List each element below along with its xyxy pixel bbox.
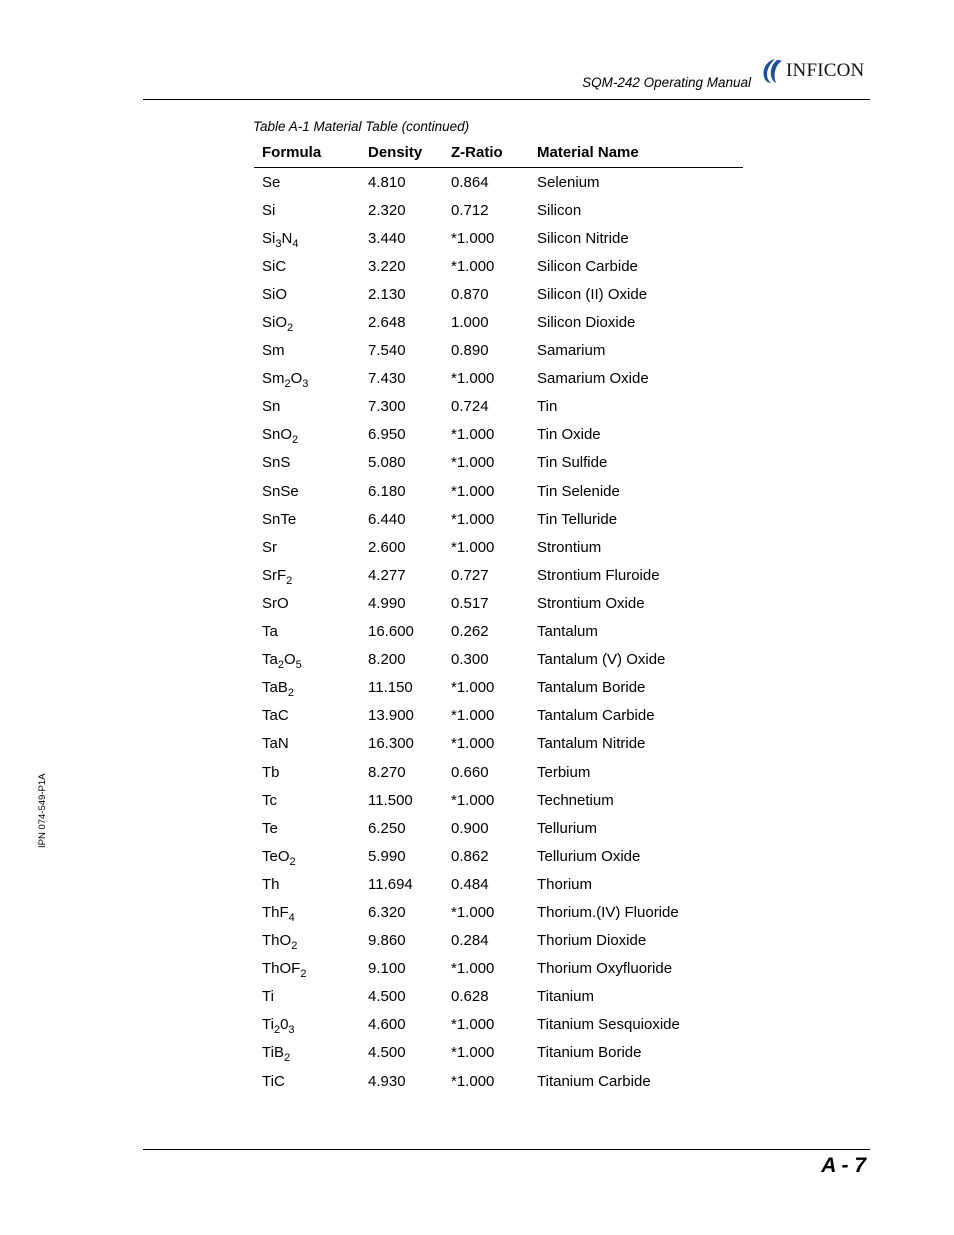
cell-z-ratio: 0.628 (451, 988, 489, 1006)
ipn-side-label: IPN 074-549-P1A (37, 773, 48, 848)
formula-element: TiC (262, 1072, 285, 1090)
table-row (254, 533, 743, 561)
cell-material-name: Tantalum Nitride (537, 735, 646, 753)
formula-element: SiO (262, 314, 288, 332)
cell-formula (254, 983, 360, 1011)
formula-element: ThO (262, 932, 292, 950)
cell-material-name: Technetium (537, 791, 614, 809)
cell-density: 4.600 (368, 1016, 406, 1034)
formula-element: SiC (262, 257, 287, 275)
formula-element: ThOF (262, 960, 301, 978)
cell-material-name: Tellurium Oxide (537, 847, 641, 865)
cell-material-name: Tin Sulfide (537, 454, 608, 472)
cell-density: 8.270 (368, 763, 406, 781)
cell-material-name: Tantalum Boride (537, 679, 646, 697)
formula-element: SiO (262, 285, 288, 303)
cell-formula (254, 814, 360, 842)
formula-subscript: 3 (302, 378, 309, 391)
cell-z-ratio: *1.000 (451, 426, 495, 444)
cell-density: 2.648 (368, 314, 406, 332)
formula-element: Tb (262, 763, 280, 781)
formula-element: SnTe (262, 510, 297, 528)
cell-material-name: Thorium.(IV) Fluoride (537, 903, 679, 921)
formula-subscript: 2 (284, 378, 291, 391)
formula-subscript: 2 (277, 659, 284, 672)
cell-formula (254, 1067, 360, 1095)
formula-element: Si (262, 201, 276, 219)
cell-material-name: Silicon Nitride (537, 229, 629, 247)
cell-formula (254, 870, 360, 898)
table-row (254, 814, 743, 842)
footer-rule (143, 1149, 870, 1150)
formula-element: TiB (262, 1044, 284, 1062)
cell-z-ratio: *1.000 (451, 1072, 495, 1090)
cell-z-ratio: *1.000 (451, 735, 495, 753)
cell-material-name: Titanium (537, 988, 594, 1006)
formula-element: Se (262, 173, 281, 191)
cell-z-ratio: *1.000 (451, 1044, 495, 1062)
cell-formula (254, 365, 360, 393)
cell-z-ratio: 0.284 (451, 932, 489, 950)
formula-element: N (281, 229, 293, 247)
cell-material-name: Tantalum (V) Oxide (537, 651, 666, 669)
cell-z-ratio: *1.000 (451, 1016, 495, 1034)
formula-subscript: 2 (289, 855, 296, 868)
cell-formula (254, 702, 360, 730)
table-row (254, 365, 743, 393)
formula-element: O (283, 651, 296, 669)
formula-element: SnS (262, 454, 291, 472)
formula-subscript: 4 (288, 911, 295, 924)
cell-formula (254, 1011, 360, 1039)
cell-formula (254, 252, 360, 280)
cell-density: 7.430 (368, 370, 406, 388)
cell-material-name: Selenium (537, 173, 600, 191)
table-row (254, 983, 743, 1011)
formula-subscript: 4 (292, 237, 299, 250)
cell-density: 3.220 (368, 257, 406, 275)
cell-density: 9.100 (368, 960, 406, 978)
table-row (254, 1067, 743, 1095)
table-body (254, 168, 743, 1096)
cell-material-name: Tellurium (537, 819, 598, 837)
logo-wordmark: INFICON (786, 60, 865, 81)
table-caption: Table A-1 Material Table (continued) (253, 119, 470, 134)
cell-density: 6.250 (368, 819, 406, 837)
cell-z-ratio: 0.262 (451, 623, 489, 641)
formula-element: TaC (262, 707, 289, 725)
formula-element: SnSe (262, 482, 299, 500)
cell-z-ratio: 0.484 (451, 875, 489, 893)
cell-z-ratio: *1.000 (451, 229, 495, 247)
cell-material-name: Samarium Oxide (537, 370, 649, 388)
table-row (254, 252, 743, 280)
cell-material-name: Tin Selenide (537, 482, 620, 500)
table-row (254, 927, 743, 955)
cell-density: 2.130 (368, 285, 406, 303)
cell-formula (254, 168, 360, 197)
cell-z-ratio: *1.000 (451, 510, 495, 528)
cell-material-name: Tin Telluride (537, 510, 618, 528)
header-rule (143, 99, 870, 100)
formula-element: Sm (262, 342, 285, 360)
cell-density: 6.950 (368, 426, 406, 444)
cell-formula (254, 505, 360, 533)
cell-formula (254, 955, 360, 983)
cell-formula (254, 898, 360, 926)
formula-element: Ta (262, 651, 278, 669)
cell-z-ratio: 0.727 (451, 566, 489, 584)
cell-material-name: Strontium Oxide (537, 594, 645, 612)
column-header-density: Density (360, 138, 443, 168)
formula-subscript: 2 (273, 1024, 281, 1037)
formula-subscript: 3 (275, 237, 282, 250)
cell-formula (254, 786, 360, 814)
formula-subscript: 2 (287, 322, 294, 335)
cell-material-name: Thorium Dioxide (537, 932, 647, 950)
table-row (254, 870, 743, 898)
cell-density: 4.930 (368, 1072, 406, 1090)
cell-formula (254, 1039, 360, 1067)
page-number: A - 7 (821, 1154, 866, 1177)
cell-density: 4.277 (368, 566, 406, 584)
cell-material-name: Samarium (537, 342, 606, 360)
cell-z-ratio: *1.000 (451, 454, 495, 472)
cell-density: 13.900 (368, 707, 414, 725)
table-row (254, 421, 743, 449)
cell-formula (254, 842, 360, 870)
cell-formula (254, 730, 360, 758)
cell-z-ratio: 0.660 (451, 763, 489, 781)
formula-element: SrO (262, 594, 289, 612)
formula-subscript: 3 (288, 1024, 295, 1037)
cell-density: 2.600 (368, 538, 406, 556)
cell-density: 11.500 (368, 791, 413, 809)
cell-z-ratio: 0.890 (451, 342, 489, 360)
table-row (254, 1039, 743, 1067)
cell-z-ratio: *1.000 (451, 960, 495, 978)
cell-z-ratio: *1.000 (451, 257, 495, 275)
cell-formula (254, 280, 360, 308)
cell-formula (254, 589, 360, 617)
formula-element: Ta (262, 623, 278, 641)
formula-element: Th (262, 875, 280, 893)
formula-subscript: 2 (286, 574, 293, 587)
table-row (254, 786, 743, 814)
cell-z-ratio: 0.300 (451, 651, 489, 669)
cell-material-name: Silicon (II) Oxide (537, 285, 648, 303)
cell-z-ratio: 0.864 (451, 173, 489, 191)
table-header-row (254, 138, 743, 168)
cell-formula (254, 196, 360, 224)
inficon-swoosh-icon (761, 58, 785, 84)
cell-z-ratio: 0.900 (451, 819, 489, 837)
cell-material-name: Silicon Carbide (537, 257, 638, 275)
formula-element: Ti (262, 988, 274, 1006)
formula-element: Sm (262, 370, 285, 388)
cell-material-name: Titanium Boride (537, 1044, 642, 1062)
cell-material-name: Tantalum (537, 623, 598, 641)
table-row (254, 168, 743, 197)
cell-material-name: Tin Oxide (537, 426, 601, 444)
cell-density: 7.540 (368, 342, 406, 360)
cell-density: 16.300 (368, 735, 414, 753)
cell-material-name: Tin (537, 398, 558, 416)
cell-formula (254, 449, 360, 477)
table-row (254, 505, 743, 533)
table-row (254, 196, 743, 224)
cell-z-ratio: 0.862 (451, 847, 489, 865)
formula-element: Sn (262, 398, 281, 416)
table-row (254, 758, 743, 786)
formula-element: 0 (280, 1016, 289, 1034)
cell-formula (254, 337, 360, 365)
cell-formula (254, 308, 360, 336)
cell-z-ratio: 0.712 (451, 201, 489, 219)
formula-element: TeO (262, 847, 290, 865)
cell-material-name: Thorium (537, 875, 593, 893)
table-row (254, 702, 743, 730)
cell-formula (254, 618, 360, 646)
table-row (254, 1011, 743, 1039)
cell-density: 11.150 (368, 679, 413, 697)
cell-material-name: Tantalum Carbide (537, 707, 655, 725)
cell-formula (254, 224, 360, 252)
formula-element: O (290, 370, 303, 388)
cell-density: 4.810 (368, 173, 406, 191)
cell-density: 11.694 (368, 875, 413, 893)
cell-z-ratio: *1.000 (451, 903, 495, 921)
cell-density: 2.320 (368, 201, 406, 219)
formula-subscript: 5 (295, 659, 302, 672)
cell-density: 4.500 (368, 1044, 406, 1062)
cell-density: 3.440 (368, 229, 406, 247)
table-row (254, 589, 743, 617)
cell-density: 6.440 (368, 510, 406, 528)
formula-subscript: 2 (291, 940, 298, 953)
cell-material-name: Titanium Sesquioxide (537, 1016, 680, 1034)
cell-material-name: Strontium (537, 538, 602, 556)
formula-element: TaN (262, 735, 289, 753)
formula-element: ThF (262, 903, 289, 921)
inficon-logo (761, 58, 873, 84)
cell-density: 9.860 (368, 932, 406, 950)
cell-formula (254, 421, 360, 449)
material-table (254, 138, 743, 1095)
formula-element: Tc (262, 791, 277, 809)
cell-formula (254, 393, 360, 421)
cell-z-ratio: 0.517 (451, 594, 489, 612)
formula-element: Te (262, 819, 278, 837)
formula-subscript: 2 (300, 968, 307, 981)
cell-density: 6.320 (368, 903, 406, 921)
cell-z-ratio: *1.000 (451, 707, 495, 725)
cell-z-ratio: *1.000 (451, 791, 495, 809)
cell-density: 5.080 (368, 454, 406, 472)
table-row (254, 308, 743, 336)
table-row (254, 842, 743, 870)
formula-element: SrF (262, 566, 287, 584)
cell-density: 4.500 (368, 988, 406, 1006)
table-row (254, 449, 743, 477)
cell-density: 6.180 (368, 482, 406, 500)
cell-material-name: Silicon Dioxide (537, 314, 636, 332)
formula-subscript: 2 (283, 1052, 291, 1065)
formula-subscript: 2 (292, 434, 299, 447)
manual-title: SQM-242 Operating Manual (582, 75, 751, 90)
cell-formula (254, 674, 360, 702)
column-header-formula: Formula (254, 138, 360, 168)
cell-formula (254, 758, 360, 786)
formula-subscript: 2 (287, 687, 294, 700)
cell-density: 5.990 (368, 847, 406, 865)
table-row (254, 477, 743, 505)
table-row (254, 337, 743, 365)
cell-z-ratio: *1.000 (451, 370, 495, 388)
cell-density: 8.200 (368, 651, 406, 669)
table-row (254, 224, 743, 252)
table-row (254, 618, 743, 646)
cell-density: 7.300 (368, 398, 406, 416)
cell-material-name: Strontium Fluroide (537, 566, 660, 584)
column-header-z-ratio: Z-Ratio (443, 138, 529, 168)
column-header-material-name: Material Name (529, 138, 743, 168)
table-row (254, 955, 743, 983)
cell-z-ratio: 0.870 (451, 285, 489, 303)
cell-formula (254, 561, 360, 589)
cell-z-ratio: 1.000 (451, 314, 489, 332)
formula-element: Si (262, 229, 276, 247)
cell-formula (254, 927, 360, 955)
table-row (254, 561, 743, 589)
cell-z-ratio: *1.000 (451, 538, 495, 556)
formula-element: Ti (262, 1016, 274, 1034)
cell-density: 16.600 (368, 623, 414, 641)
table-row (254, 898, 743, 926)
formula-element: SnO (262, 426, 293, 444)
cell-formula (254, 477, 360, 505)
cell-material-name: Titanium Carbide (537, 1072, 651, 1090)
formula-element: TaB (262, 679, 288, 697)
cell-formula (254, 646, 360, 674)
cell-density: 4.990 (368, 594, 406, 612)
table-row (254, 393, 743, 421)
cell-material-name: Terbium (537, 763, 591, 781)
table-row (254, 730, 743, 758)
cell-z-ratio: *1.000 (451, 482, 495, 500)
cell-material-name: Thorium Oxyfluoride (537, 960, 673, 978)
cell-z-ratio: *1.000 (451, 679, 495, 697)
cell-formula (254, 533, 360, 561)
cell-z-ratio: 0.724 (451, 398, 489, 416)
formula-element: Sr (262, 538, 277, 556)
table-row (254, 280, 743, 308)
table-row (254, 646, 743, 674)
cell-material-name: Silicon (537, 201, 582, 219)
table-row (254, 674, 743, 702)
